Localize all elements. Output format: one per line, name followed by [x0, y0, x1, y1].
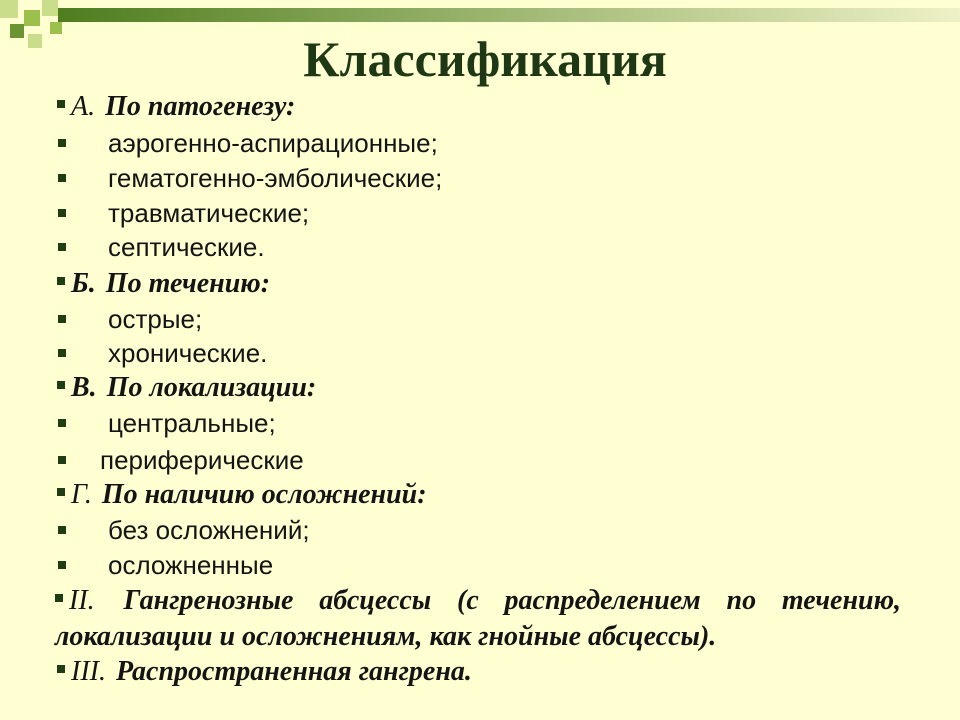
- square-bullet-icon: [57, 100, 65, 108]
- section-heading-text: По течению:: [105, 268, 271, 299]
- list-item: [0, 161, 960, 195]
- section-marker: II.: [69, 585, 95, 616]
- section-heading-localization: [57, 371, 316, 405]
- square-bullet-icon: [57, 665, 65, 673]
- square-bullet-icon: [58, 243, 66, 251]
- list-item: [0, 126, 960, 160]
- list-item: [0, 230, 960, 264]
- square-bullet-icon: [57, 488, 65, 496]
- list-item-text: аэрогенно-аспирационные;: [108, 128, 438, 158]
- section-widespread-gangrene: [57, 655, 472, 689]
- list-item-text: периферические: [100, 445, 304, 475]
- list-item-text: гематогенно-эмболические;: [108, 163, 443, 193]
- section-heading-text: Гангренозные абсцессы (с распределением по течению, локализации и осложнениям, как гнойные абсцессы).: [55, 585, 902, 652]
- decor-square: [24, 10, 40, 26]
- section-heading-text: По наличию осложнений:: [101, 479, 427, 510]
- section-marker: В.: [71, 372, 97, 403]
- square-bullet-icon: [58, 349, 66, 357]
- list-item: [0, 548, 960, 582]
- list-item: [0, 196, 960, 230]
- list-item: [0, 443, 960, 477]
- section-marker: Г.: [71, 479, 92, 510]
- list-item-text: острые;: [108, 304, 203, 334]
- square-bullet-icon: [57, 277, 65, 285]
- square-bullet-icon: [55, 594, 63, 602]
- section-marker: III.: [71, 656, 106, 687]
- list-item: [0, 302, 960, 336]
- section-heading-text: По патогенезу:: [105, 91, 296, 122]
- section-heading-text: Распространенная гангрена.: [115, 656, 472, 687]
- section-gangrenous-abscesses: [55, 583, 901, 655]
- section-heading-course: [57, 267, 270, 301]
- square-bullet-icon: [58, 526, 66, 534]
- square-bullet-icon: [58, 456, 66, 464]
- list-item-text: центральные;: [108, 408, 276, 438]
- section-marker: Б.: [71, 268, 96, 299]
- square-bullet-icon: [58, 174, 66, 182]
- list-item: [0, 513, 960, 547]
- square-bullet-icon: [58, 139, 66, 147]
- list-item-text: без осложнений;: [108, 515, 310, 545]
- section-marker: А.: [71, 91, 96, 122]
- list-item-text: септические.: [108, 232, 265, 262]
- section-heading-complications: [57, 478, 427, 512]
- section-heading-text: По локализации:: [106, 372, 317, 403]
- list-item: [0, 336, 960, 370]
- list-item-text: осложненные: [108, 550, 274, 580]
- square-bullet-icon: [58, 315, 66, 323]
- slide-title: Классификация: [303, 31, 667, 87]
- header-accent-bar: [58, 8, 960, 22]
- square-bullet-icon: [58, 419, 66, 427]
- section-heading-pathogenesis: [57, 90, 295, 124]
- square-bullet-icon: [58, 209, 66, 217]
- decor-square: [0, 0, 18, 18]
- list-item-text: травматические;: [108, 198, 310, 228]
- decor-square: [42, 0, 58, 16]
- square-bullet-icon: [58, 561, 66, 569]
- square-bullet-icon: [57, 381, 65, 389]
- list-item-text: хронические.: [108, 338, 268, 368]
- list-item: [0, 406, 960, 440]
